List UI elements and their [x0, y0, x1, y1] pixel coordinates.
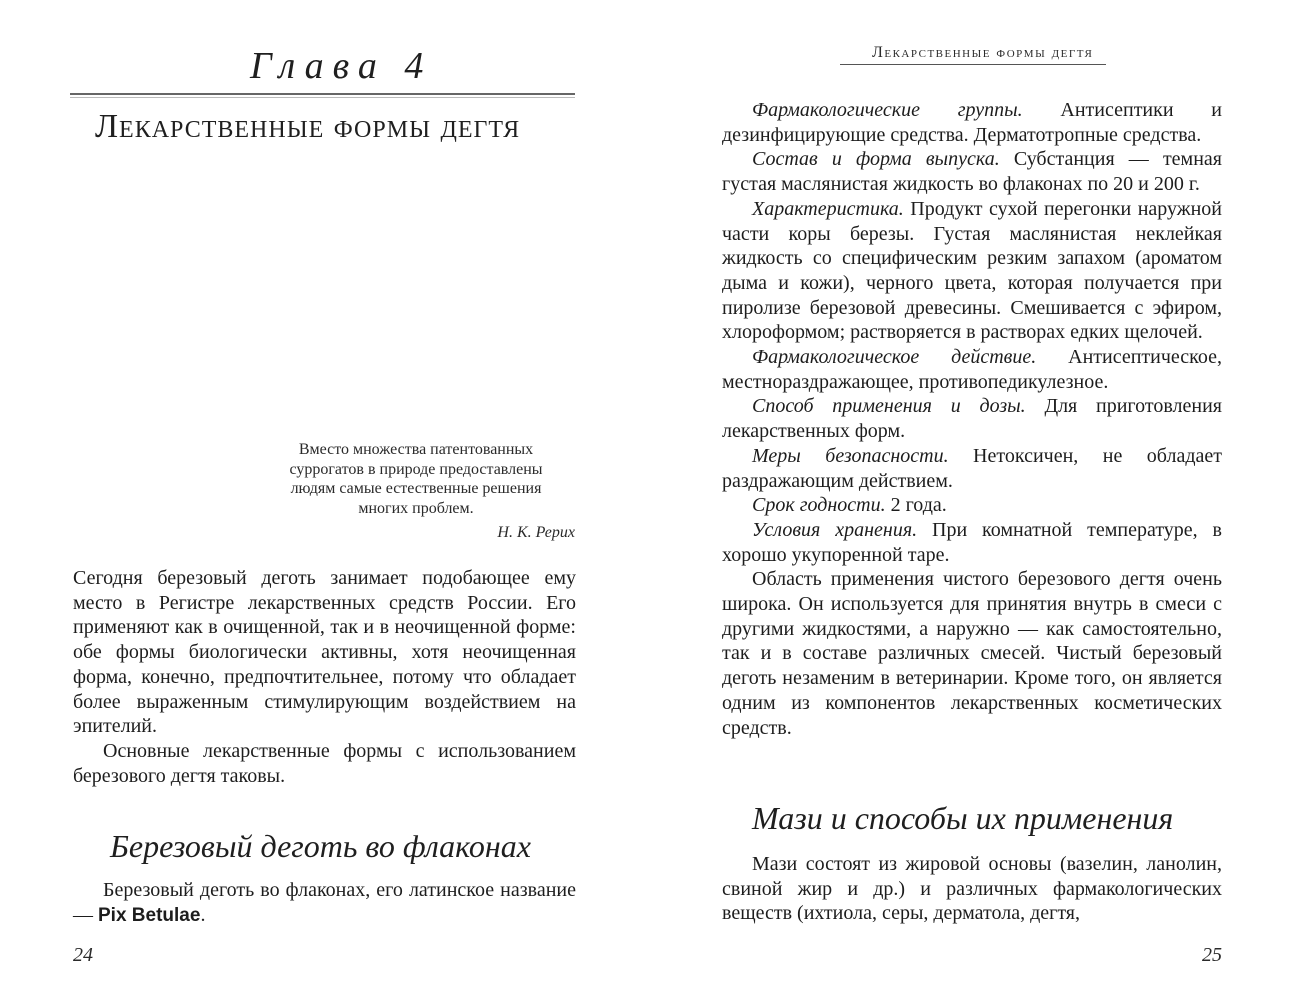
entry-term: Срок годности.: [752, 494, 886, 517]
right-body: [722, 98, 1222, 740]
section-body: [73, 878, 576, 928]
entry-term: Меры безопасности.: [752, 444, 949, 467]
entry-term: Способ применения и дозы.: [752, 395, 1026, 418]
chapter-rule-thin: [70, 97, 575, 98]
entry: [722, 394, 1222, 443]
paragraph: Область применения чистого березового дегтя очень широка. Он используется для принятия внутрь в смеси с другими жидкостями, а наружно — как самостоятельно, так и в составе различных смесей. Чистый березовый деготь незаменим в ветеринарии. Кроме того, он является одним из компонентов лекарственных косметических средств.: [722, 568, 1222, 739]
entry: [722, 444, 1222, 493]
entry: [722, 98, 1222, 147]
epigraph-author: Н. К. Рерих: [497, 524, 575, 541]
paragraph: Сегодня березовый деготь занимает подобающее ему место в Регистре лекарственных средств России. Его применяют как в очищенной, так и в неочищенной форме: обе формы биологически активны, хотя неочищенная форма, конечно, предпочтительнее, потому что обладает более выраженным стимулирующим воздействием на эпителий.: [73, 567, 576, 738]
entry-term: Фармакологическое действие.: [752, 346, 1037, 369]
right-page: [647, 0, 1294, 1000]
entry-term: Характеристика.: [752, 197, 904, 220]
section-heading: Мази и способы их применения: [752, 800, 1174, 836]
paragraph: Основные лекарственные формы с использованием березового дегтя таковы.: [73, 739, 576, 787]
entry-text: Для приготовления лекарственных форм.: [722, 395, 1222, 443]
chapter-label: Глава 4: [250, 45, 433, 87]
epigraph: [257, 440, 575, 518]
page-number: 24: [73, 944, 93, 966]
entry-text: Нетоксичен, не обладает раздражающим действием.: [722, 444, 1222, 492]
chapter-title: Лекарственные формы дегтя: [95, 108, 521, 145]
epigraph-line: Вместо множества патентованных: [298, 441, 534, 458]
entry-text: Антисептическое, местнораздражающее, противопедикулезное.: [722, 346, 1222, 393]
entry-text: 2 года.: [885, 494, 947, 517]
entry-text: При комнатной температуре, в хорошо укупоренной таре.: [722, 518, 1223, 566]
page-number: 25: [1202, 944, 1222, 966]
entry: [722, 518, 1222, 567]
section-text: Березовый деготь во флаконах, его латинское название —: [73, 879, 576, 926]
latin-end: .: [200, 903, 206, 926]
entry-text: Субстанция — темная густая маслянистая жидкость во флаконах по 20 и 200 г.: [722, 148, 1222, 196]
entry: [722, 197, 1222, 345]
entry-text: Антисептики и дезинфицирующие средства. Дерматотропные средства.: [722, 99, 1222, 146]
entry: [722, 345, 1222, 394]
section-heading: Березовый деготь во флаконах: [110, 828, 531, 864]
left-body: [73, 566, 576, 788]
latin-name: Pix Betulae: [98, 904, 201, 926]
epigraph-line: людям самые естественные решения: [290, 480, 542, 497]
section-body: [722, 852, 1222, 926]
entry-term: Состав и форма выпуска.: [752, 148, 1000, 171]
epigraph-line: суррогатов в природе предоставлены: [289, 460, 543, 478]
entry: [722, 147, 1222, 196]
running-head-rule: [840, 64, 1106, 65]
chapter-rule: [70, 93, 575, 95]
entry-term: Фармакологические группы.: [752, 99, 1023, 121]
epigraph-line: многих проблем.: [358, 499, 474, 517]
entry: [722, 493, 1222, 518]
entry-text: Продукт сухой перегонки наружной части коры березы. Густая маслянистая неклейкая жидкость со специфическим резким запахом (ароматом дыма и кожи), черного цвета, которая получается при пиролизе березовой древесины. Смешивается с эфиром, хлороформом; растворяется в растворах едких щелочей.: [722, 197, 1222, 344]
paragraph: Мази состоят из жировой основы (вазелин, ланолин, свиной жир и др.) и различных фармакологических веществ (ихтиола, серы, дерматола, дегтя,: [722, 853, 1222, 925]
running-head: Лекарственные формы дегтя: [872, 44, 1094, 61]
paragraph: [73, 878, 576, 928]
entry-term: Условия хранения.: [752, 518, 918, 541]
